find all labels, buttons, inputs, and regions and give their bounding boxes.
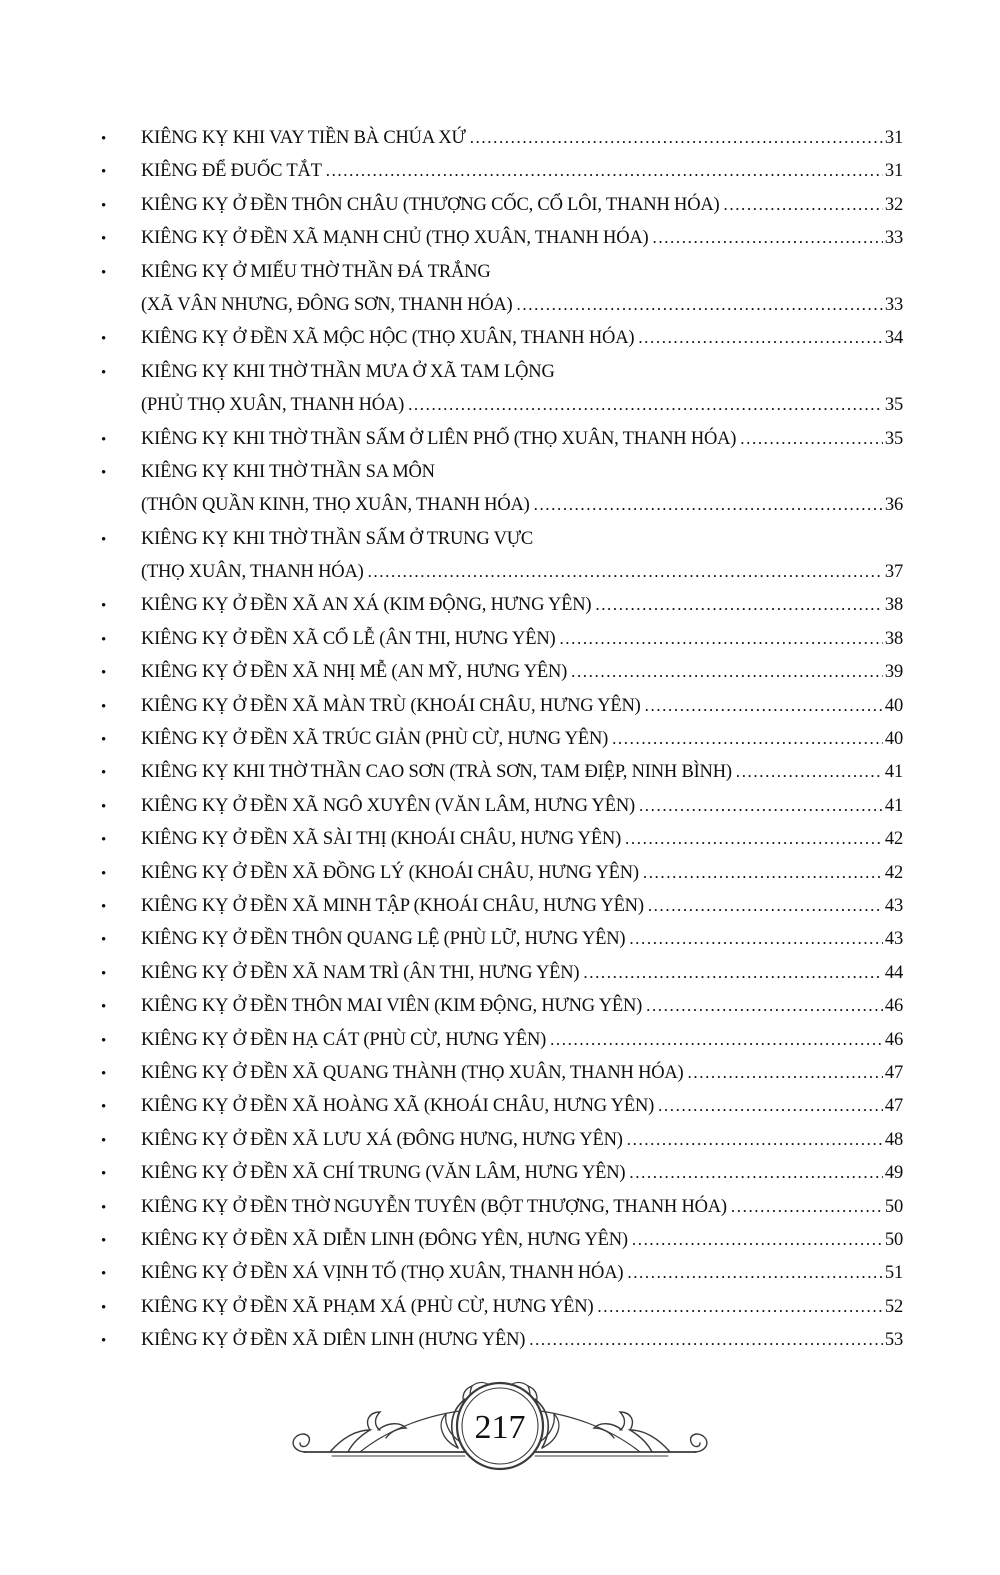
bullet-icon: • bbox=[101, 264, 107, 281]
toc-entry-line bbox=[95, 929, 903, 962]
entry-title: KIÊNG KỴ KHI THỜ THẦN SẤM Ở TRUNG VỰC bbox=[141, 528, 534, 549]
entry-title: KIÊNG KỴ KHI VAY TIỀN BÀ CHÚA XỨ bbox=[141, 128, 466, 148]
bullet-icon: • bbox=[101, 531, 107, 548]
bullet-icon: • bbox=[101, 898, 107, 915]
toc-entry-line bbox=[95, 529, 903, 562]
dot-leader bbox=[595, 595, 883, 616]
toc-entry-line bbox=[95, 228, 903, 261]
dot-leader bbox=[597, 1297, 882, 1318]
toc-entry-line bbox=[95, 1297, 903, 1330]
page-number: 41 bbox=[884, 762, 903, 783]
page-number: 35 bbox=[884, 428, 903, 449]
bullet-icon: • bbox=[101, 1065, 107, 1082]
page-number: 38 bbox=[884, 595, 903, 616]
bullet-icon: • bbox=[101, 231, 107, 248]
page-number: 31 bbox=[884, 128, 903, 148]
entry-title: KIÊNG KỴ Ở ĐỀN XÃ MỘC HỘC (THỌ XUÂN, THANH HÓA) bbox=[141, 328, 635, 349]
entry-title: KIÊNG KỴ Ở ĐỀN XÃ QUANG THÀNH (THỌ XUÂN, THANH HÓA) bbox=[141, 1062, 684, 1083]
entry-title: KIÊNG KỴ Ở ĐỀN THÔN CHÂU (THƯỢNG CỐC, CỔ LÔI, THANH HÓA) bbox=[141, 194, 720, 215]
entry-title: (THỌ XUÂN, THANH HÓA) bbox=[141, 562, 364, 583]
entry-title: KIÊNG KỴ Ở ĐỀN XÃ MẠNH CHỦ (THỌ XUÂN, THANH HÓA) bbox=[141, 228, 649, 249]
page-number: 46 bbox=[884, 1029, 903, 1050]
toc-entry-line bbox=[95, 262, 903, 295]
toc-entry-line bbox=[95, 796, 903, 829]
bullet-icon: • bbox=[101, 131, 107, 147]
toc-entry-line bbox=[95, 662, 903, 695]
dot-leader bbox=[627, 1263, 883, 1284]
entry-title: KIÊNG KỴ Ở ĐỀN THỜ NGUYỄN TUYÊN (BỘT THƯỢNG, THANH HÓA) bbox=[141, 1196, 727, 1217]
toc-entry-line bbox=[95, 1230, 903, 1263]
bullet-icon: • bbox=[101, 598, 107, 615]
page-number: 43 bbox=[884, 929, 903, 950]
toc-entry-line bbox=[95, 996, 903, 1029]
toc-entry-line bbox=[95, 161, 903, 194]
toc-entry-line bbox=[95, 128, 903, 161]
bullet-icon: • bbox=[101, 932, 107, 949]
page-number: 33 bbox=[884, 228, 903, 249]
dot-leader bbox=[688, 1063, 883, 1084]
bullet-icon: • bbox=[101, 1132, 107, 1149]
dot-leader bbox=[408, 395, 883, 416]
entry-title: KIÊNG KỴ KHI THỜ THẦN SA MÔN bbox=[141, 461, 435, 482]
bullet-icon: • bbox=[101, 665, 107, 682]
dot-leader bbox=[612, 729, 883, 750]
footer-page-number: 217 bbox=[474, 1409, 526, 1446]
entry-title: KIÊNG KỴ Ở ĐỀN XÃ PHẠM XÁ (PHÙ CỪ, HƯNG YÊN) bbox=[141, 1296, 594, 1317]
toc-entry-line bbox=[95, 429, 903, 462]
toc-entry-line bbox=[95, 462, 903, 495]
page-number: 49 bbox=[884, 1163, 903, 1184]
dot-leader bbox=[559, 629, 882, 650]
bullet-icon: • bbox=[101, 464, 107, 481]
dot-leader bbox=[638, 328, 883, 349]
page-number: 41 bbox=[884, 795, 903, 816]
bullet-icon: • bbox=[101, 1032, 107, 1049]
entry-title: KIÊNG KỴ Ở ĐỀN XÃ NHỊ MỄ (AN MỸ, HƯNG YÊN) bbox=[141, 662, 568, 683]
toc-entry-line bbox=[95, 896, 903, 929]
toc-entry-line bbox=[95, 1030, 903, 1063]
dot-leader bbox=[571, 662, 883, 683]
dot-leader bbox=[643, 863, 883, 884]
bullet-icon: • bbox=[101, 1333, 107, 1350]
toc-entry-line bbox=[95, 1197, 903, 1230]
entry-title: KIÊNG KỴ Ở ĐỀN HẠ CÁT (PHÙ CỪ, HƯNG YÊN) bbox=[141, 1029, 547, 1050]
page-number: 31 bbox=[884, 161, 903, 182]
page-number: 39 bbox=[884, 662, 903, 683]
bullet-icon: • bbox=[101, 331, 107, 348]
page-number: 33 bbox=[884, 294, 903, 315]
page-number: 42 bbox=[884, 829, 903, 850]
dot-leader bbox=[550, 1030, 883, 1051]
entry-title: KIÊNG KỴ Ở ĐỀN XÃ LƯU XÁ (ĐÔNG HƯNG, HƯNG YÊN) bbox=[141, 1129, 623, 1150]
toc-entry-line bbox=[95, 195, 903, 228]
toc-entry-line bbox=[95, 328, 903, 361]
toc-entry-line bbox=[95, 562, 903, 595]
bullet-icon: • bbox=[101, 1199, 107, 1216]
page-number: 40 bbox=[884, 695, 903, 716]
dot-leader bbox=[368, 562, 883, 583]
entry-title: KIÊNG KỴ Ở ĐỀN XÃ DIÊN LINH (HƯNG YÊN) bbox=[141, 1330, 526, 1351]
entry-title: KIÊNG KỴ Ở ĐỀN XÃ NGÔ XUYÊN (VĂN LÂM, HƯNG YÊN) bbox=[141, 795, 635, 816]
page-number: 47 bbox=[884, 1096, 903, 1117]
entry-title: KIÊNG KỴ Ở ĐỀN XÃ DIỄN LINH (ĐÔNG YÊN, HƯNG YÊN) bbox=[141, 1229, 628, 1250]
dot-leader bbox=[736, 762, 883, 783]
page-number: 53 bbox=[884, 1330, 903, 1351]
page-number: 32 bbox=[884, 194, 903, 215]
entry-title: KIÊNG KỴ KHI THỜ THẦN SẤM Ở LIÊN PHỐ (THỌ XUÂN, THANH HÓA) bbox=[141, 428, 737, 449]
dot-leader bbox=[658, 1096, 883, 1117]
dot-leader bbox=[648, 896, 883, 917]
bullet-icon: • bbox=[101, 698, 107, 715]
dot-leader bbox=[627, 1130, 883, 1151]
entry-title: KIÊNG KỴ KHI THỜ THẦN MƯA Ở XÃ TAM LỘNG bbox=[141, 361, 555, 382]
bullet-icon: • bbox=[101, 197, 107, 214]
toc-entry-line bbox=[95, 1330, 903, 1363]
entry-title: KIÊNG KỴ Ở ĐỀN XÃ CHÍ TRUNG (VĂN LÂM, HƯNG YÊN) bbox=[141, 1163, 626, 1184]
toc-entry-line bbox=[95, 629, 903, 662]
dot-leader bbox=[534, 495, 883, 516]
dot-leader bbox=[625, 829, 883, 850]
page-number: 50 bbox=[884, 1229, 903, 1250]
toc-entry-line bbox=[95, 729, 903, 762]
toc-entry-line bbox=[95, 829, 903, 862]
dot-leader bbox=[529, 1330, 883, 1351]
dot-leader bbox=[470, 128, 883, 149]
bullet-icon: • bbox=[101, 364, 107, 381]
dot-leader bbox=[326, 161, 883, 182]
toc-entry-line bbox=[95, 295, 903, 328]
entry-title: KIÊNG KỴ Ở ĐỀN XÃ TRÚC GIẢN (PHÙ CỪ, HƯNG YÊN) bbox=[141, 729, 609, 750]
toc-entry-line bbox=[95, 863, 903, 896]
dot-leader bbox=[583, 963, 883, 984]
page-number: 47 bbox=[884, 1062, 903, 1083]
entry-title: KIÊNG KỴ Ở ĐỀN XÃ AN XÁ (KIM ĐỘNG, HƯNG YÊN) bbox=[141, 595, 592, 616]
dot-leader bbox=[724, 195, 883, 216]
bullet-icon: • bbox=[101, 1166, 107, 1183]
entry-title: KIÊNG KỴ Ở ĐỀN THÔN MAI VIÊN (KIM ĐỘNG, HƯNG YÊN) bbox=[141, 996, 643, 1017]
page-number: 44 bbox=[884, 962, 903, 983]
toc-entry-line bbox=[95, 1063, 903, 1096]
toc-entry-line bbox=[95, 963, 903, 996]
entry-title: KIÊNG KỴ Ở ĐỀN XÃ NAM TRÌ (ÂN THI, HƯNG YÊN) bbox=[141, 962, 580, 983]
bullet-icon: • bbox=[101, 965, 107, 982]
entry-title: (THÔN QUẦN KINH, THỌ XUÂN, THANH HÓA) bbox=[141, 495, 530, 516]
toc-entry-line bbox=[95, 1130, 903, 1163]
ornament-graphic bbox=[290, 1366, 710, 1494]
entry-title: KIÊNG KỴ Ở ĐỀN XÃ MÀN TRÙ (KHOÁI CHÂU, HƯNG YÊN) bbox=[141, 695, 641, 716]
bullet-icon: • bbox=[101, 631, 107, 648]
page-number: 35 bbox=[884, 395, 903, 416]
page-number: 42 bbox=[884, 862, 903, 883]
page-number: 46 bbox=[884, 996, 903, 1017]
toc-entry-line bbox=[95, 495, 903, 528]
toc-entry-line bbox=[95, 362, 903, 395]
bullet-icon: • bbox=[101, 999, 107, 1016]
entry-title: KIÊNG KỴ Ở ĐỀN XÃ HOÀNG XÃ (KHOÁI CHÂU, HƯNG YÊN) bbox=[141, 1096, 655, 1117]
bullet-icon: • bbox=[101, 1266, 107, 1283]
page-number: 43 bbox=[884, 895, 903, 916]
entry-title: KIÊNG KỴ Ở MIẾU THỜ THẦN ĐÁ TRẮNG bbox=[141, 261, 491, 282]
bullet-icon: • bbox=[101, 1099, 107, 1116]
bullet-icon: • bbox=[101, 431, 107, 448]
page-number: 50 bbox=[884, 1196, 903, 1217]
toc-entry-line bbox=[95, 696, 903, 729]
bullet-icon: • bbox=[101, 1299, 107, 1316]
page-number: 52 bbox=[884, 1296, 903, 1317]
dot-leader bbox=[639, 796, 883, 817]
entry-title: KIÊNG ĐỂ ĐUỐC TẮT bbox=[141, 161, 322, 182]
page-number: 38 bbox=[884, 628, 903, 649]
page-number: 48 bbox=[884, 1129, 903, 1150]
footer-ornament bbox=[290, 1366, 710, 1494]
dot-leader bbox=[645, 696, 883, 717]
toc-entry-line bbox=[95, 1263, 903, 1296]
entry-title: (PHỦ THỌ XUÂN, THANH HÓA) bbox=[141, 395, 405, 416]
dot-leader bbox=[731, 1197, 883, 1218]
dot-leader bbox=[653, 228, 883, 249]
bullet-icon: • bbox=[101, 865, 107, 882]
dot-leader bbox=[629, 1163, 883, 1184]
entry-title: KIÊNG KỴ Ở ĐỀN THÔN QUANG LỆ (PHÙ LỮ, HƯNG YÊN) bbox=[141, 929, 626, 950]
entry-title: KIÊNG KỴ Ở ĐỀN XÁ VỊNH TỐ (THỌ XUÂN, THANH HÓA) bbox=[141, 1263, 624, 1284]
dot-leader bbox=[517, 295, 883, 316]
toc-entry-line bbox=[95, 1163, 903, 1196]
page-number: 51 bbox=[884, 1263, 903, 1284]
bullet-icon: • bbox=[101, 732, 107, 749]
toc-entry-line bbox=[95, 395, 903, 428]
toc-entry-line bbox=[95, 595, 903, 628]
toc-entry-line bbox=[95, 762, 903, 795]
dot-leader bbox=[629, 929, 883, 950]
dot-leader bbox=[646, 996, 883, 1017]
dot-leader bbox=[632, 1230, 883, 1251]
entry-title: (XÃ VÂN NHƯNG, ĐÔNG SƠN, THANH HÓA) bbox=[141, 294, 513, 315]
dot-leader bbox=[740, 429, 883, 450]
entry-title: KIÊNG KỴ Ở ĐỀN XÃ ĐỒNG LÝ (KHOÁI CHÂU, HƯNG YÊN) bbox=[141, 862, 639, 883]
page-number: 40 bbox=[884, 729, 903, 750]
table-of-contents bbox=[95, 128, 903, 1363]
bullet-icon: • bbox=[101, 1232, 107, 1249]
bullet-icon: • bbox=[101, 832, 107, 849]
toc-entry-line bbox=[95, 1096, 903, 1129]
entry-title: KIÊNG KỴ Ở ĐỀN XÃ CỔ LỄ (ÂN THI, HƯNG YÊN) bbox=[141, 628, 556, 649]
page-number: 37 bbox=[884, 562, 903, 583]
bullet-icon: • bbox=[101, 765, 107, 782]
entry-title: KIÊNG KỴ KHI THỜ THẦN CAO SƠN (TRÀ SƠN, TAM ĐIỆP, NINH BÌNH) bbox=[141, 762, 732, 783]
page-number: 34 bbox=[884, 328, 903, 349]
bullet-icon: • bbox=[101, 164, 107, 181]
page-number: 36 bbox=[884, 495, 903, 516]
entry-title: KIÊNG KỴ Ở ĐỀN XÃ SÀI THỊ (KHOÁI CHÂU, HƯNG YÊN) bbox=[141, 829, 622, 850]
entry-title: KIÊNG KỴ Ở ĐỀN XÃ MINH TẬP (KHOÁI CHÂU, HƯNG YÊN) bbox=[141, 895, 644, 916]
bullet-icon: • bbox=[101, 798, 107, 815]
